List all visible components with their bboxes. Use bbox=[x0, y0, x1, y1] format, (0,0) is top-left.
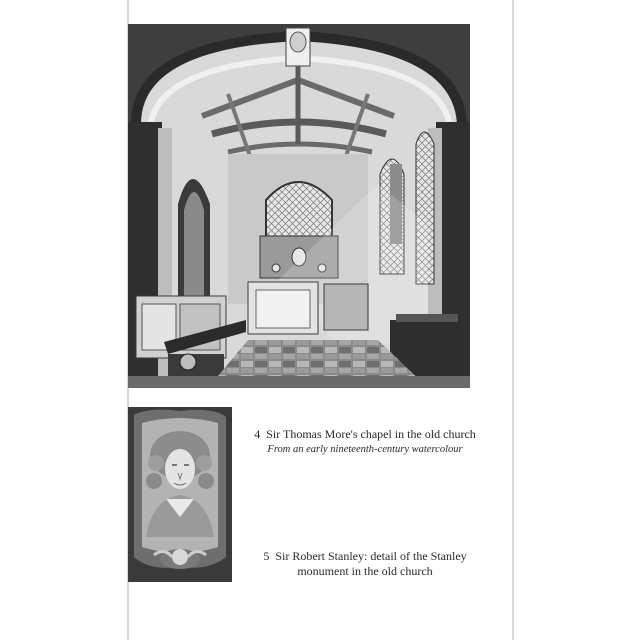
page-right-edge bbox=[512, 0, 514, 640]
stanley-portrait-illustration bbox=[128, 407, 232, 582]
keystone-head bbox=[286, 28, 310, 66]
plate-4-caption bbox=[250, 427, 480, 457]
plate-5-line-1 bbox=[245, 549, 485, 564]
plate-5-line-2: monument in the old church bbox=[297, 564, 433, 578]
plate-5-title: Sir Robert Stanley: detail of the Stanley bbox=[275, 549, 467, 563]
plate-4-title: Sir Thomas More's chapel in the old church bbox=[266, 427, 476, 441]
plate-4-subtitle: From an early nineteenth-century watercolour bbox=[267, 444, 463, 455]
plate-4-title-line bbox=[250, 427, 480, 442]
plate-5-caption bbox=[245, 549, 485, 579]
plate-5-number: 5 bbox=[263, 549, 270, 563]
chapel-illustration bbox=[128, 24, 470, 388]
plate-4-number: 4 bbox=[254, 427, 261, 441]
